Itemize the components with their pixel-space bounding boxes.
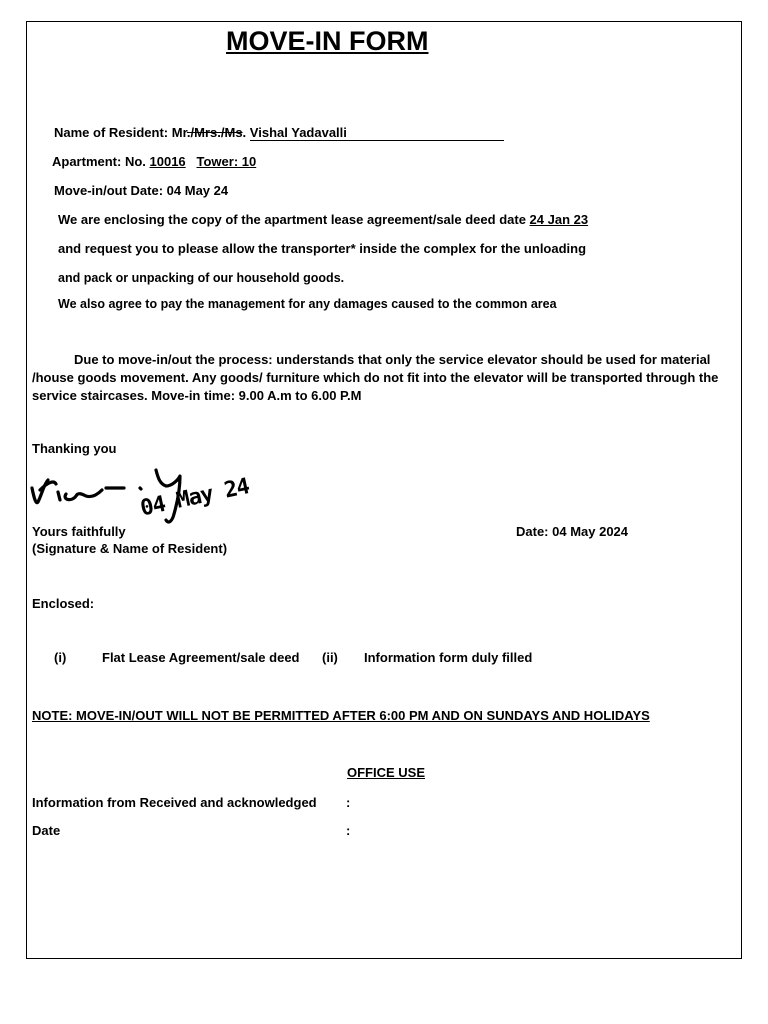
- enclosure-2-text: Information form duly filled: [364, 650, 533, 665]
- name-of-resident-row: [54, 125, 504, 141]
- thanking-you: Thanking you: [32, 441, 117, 456]
- signature-label: (Signature & Name of Resident): [32, 541, 228, 556]
- info-received-label: Information from Received and acknowledged: [32, 795, 317, 810]
- process-text: Due to move-in/out the process: understands that only the service elevator should be used for material /house goods movement. Any goods/ furniture which do not fit into the elevator will be transported through the service staircases. Move-in time: 9.00 A.m to 6.00 P.M: [32, 352, 719, 403]
- resident-name: Vishal Yadavalli: [249, 125, 347, 140]
- enclosed-label: Enclosed:: [32, 596, 95, 611]
- move-date-row: Move-in/out Date: 04 May 24: [54, 183, 229, 198]
- tower-number: Tower: 10: [196, 154, 257, 169]
- name-dot: .: [242, 125, 247, 140]
- enclosure-1-text: Flat Lease Agreement/sale deed: [102, 650, 300, 665]
- pack-row: and pack or unpacking of our household goods.: [58, 271, 345, 285]
- process-paragraph: [32, 351, 732, 405]
- enclosing-text: We are enclosing the copy of the apartment lease agreement/sale deed date: [58, 212, 526, 227]
- request-row: and request you to please allow the transporter* inside the complex for the unloading: [58, 241, 587, 256]
- enclosing-row: [58, 212, 588, 228]
- yours-faithfully: Yours faithfully: [32, 524, 126, 539]
- name-label: Name of Resident: Mr: [54, 125, 187, 140]
- apartment-number: 10016: [149, 154, 186, 169]
- form-title: MOVE-IN FORM: [226, 26, 429, 56]
- signature-date-right: Date: 04 May 2024: [516, 524, 629, 539]
- date-colon: :: [346, 823, 351, 838]
- office-use-heading: OFFICE USE: [347, 765, 426, 780]
- struck-titles: ./Mrs./Ms: [186, 125, 243, 140]
- date-label: Date: [32, 823, 61, 838]
- apartment-label: Apartment: No.: [52, 154, 146, 169]
- agree-row: We also agree to pay the management for any damages caused to the common area: [58, 297, 557, 311]
- note-text: NOTE: MOVE-IN/OUT WILL NOT BE PERMITTED AFTER 6:00 PM AND ON SUNDAYS AND HOLIDAYS: [32, 708, 650, 723]
- deed-date: 24 Jan 23: [529, 212, 589, 227]
- enclosure-1-number: (i): [54, 650, 67, 665]
- enclosure-2-number: (ii): [322, 650, 338, 665]
- signature-date: 04 May 24: [138, 474, 252, 522]
- apartment-row: [52, 154, 256, 170]
- info-received-colon: :: [346, 795, 351, 810]
